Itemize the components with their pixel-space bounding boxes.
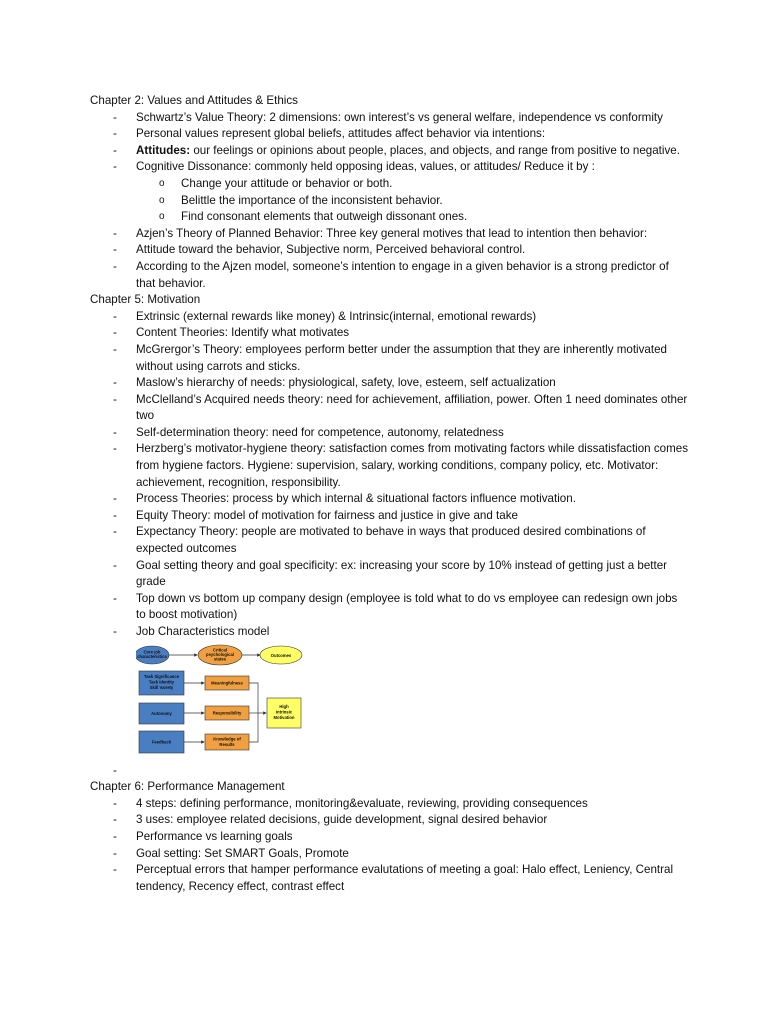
list-item: - Expectancy Theory: people are motivated to behave in ways that produced desired combinations of expected outcomes xyxy=(90,524,690,557)
document-content xyxy=(90,93,690,895)
feedback-label: Feedback xyxy=(151,739,172,745)
list-item: - Personal values represent global beliefs, attitudes affect behavior via intentions: xyxy=(90,126,690,143)
job-characteristics-diagram xyxy=(136,643,316,763)
knowledge-line2: Results xyxy=(219,741,235,747)
high-line1: High xyxy=(279,703,289,709)
list-item: - 3 uses: employee related decisions, guide development, signal desired behavior xyxy=(90,812,690,829)
list-item: - Top down vs bottom up company design (employee is told what to do vs employee can redesign own jobs to boost motivation) xyxy=(90,591,690,624)
list-item: - Perceptual errors that hamper performance evalutations of meeting a goal: Halo effect, Leniency, Central tendency, Recency effect, contrast effect xyxy=(90,862,690,895)
chapter-2-heading: Chapter 2: Values and Attitudes & Ethics xyxy=(90,94,298,107)
list-item: - McClelland’s Acquired needs theory: need for achievement, affiliation, power. Often 1 need dominates other two xyxy=(90,392,690,425)
list-item: - Performance vs learning goals xyxy=(90,829,690,846)
list-item xyxy=(90,143,690,160)
task-line3: Skill Variety xyxy=(149,684,174,690)
chapter-6-list xyxy=(90,796,690,896)
list-item-empty xyxy=(90,763,690,780)
list-item: - According to the Ajzen model, someone’s intention to engage in a given behavior is a strong predictor of that behavior. xyxy=(90,259,690,292)
list-item: - Azjen’s Theory of Planned Behavior: Three key general motives that lead to intention then behavior: xyxy=(90,226,690,243)
attitudes-term: Attitudes: xyxy=(136,143,191,157)
list-item xyxy=(90,159,690,225)
list-item: - Herzberg’s motivator-hygiene theory: satisfaction comes from motivating factors while dissatisfaction comes from hygiene factors. Hygiene: supervision, salary, working conditions, company policy, etc. Motivator: achievement, recognition, responsibility. xyxy=(90,441,690,491)
attitudes-definition: our feelings or opinions about people, places, and objects, and range from positive to negative. xyxy=(190,143,680,157)
sub-list-item: o Belittle the importance of the inconsistent behavior. xyxy=(136,193,690,210)
critical-line3: states xyxy=(213,656,227,662)
task-line2: Task Identity xyxy=(148,679,175,685)
task-line1: Task Significance xyxy=(143,673,180,679)
meaningfulness-label: Meaningfulness xyxy=(211,680,243,686)
list-item: - Extrinsic (external rewards like money) & Intrinsic(internal, emotional rewards) xyxy=(90,309,690,326)
chapter-5-heading: Chapter 5: Motivation xyxy=(90,293,201,307)
list-item: - Maslow’s hierarchy of needs: physiological, safety, love, esteem, self actualization xyxy=(90,375,690,392)
core-job-line1: Core job xyxy=(143,649,161,655)
job-characteristics-label: Job Characteristics model xyxy=(136,625,270,638)
critical-line2: psychological xyxy=(206,651,234,657)
list-item: - Schwartz’s Value Theory: 2 dimensions: own interest’s vs general welfare, independence vs conformity xyxy=(90,110,690,127)
list-item: - Self-determination theory: need for competence, autonomy, relatedness xyxy=(90,425,690,442)
sub-list-item: o Change your attitude or behavior or both. xyxy=(136,176,690,193)
cognitive-dissonance-text: Cognitive Dissonance: commonly held opposing ideas, values, or attitudes/ Reduce it by : xyxy=(136,160,595,174)
list-item: - Attitude toward the behavior, Subjective norm, Perceived behavioral control. xyxy=(90,242,690,259)
high-line3: Motivation xyxy=(273,714,295,720)
chapter-6-heading: Chapter 6: Performance Management xyxy=(90,780,285,794)
list-item: - 4 steps: defining performance, monitoring&evaluate, reviewing, providing consequences xyxy=(90,796,690,813)
dissonance-sublist xyxy=(136,176,690,226)
sub-list-item: o Find consonant elements that outweigh dissonant ones. xyxy=(136,209,690,226)
chapter-2-list xyxy=(90,110,690,293)
list-item: - McGrergor’s Theory: employees perform better under the assumption that they are inherently motivated without using carrots and sticks. xyxy=(90,342,690,375)
list-item: - Process Theories: process by which internal & situational factors influence motivation. xyxy=(90,491,690,508)
responsibility-label: Responsibility xyxy=(212,710,242,716)
list-item: - Content Theories: Identify what motivates xyxy=(90,325,690,342)
list-item: - Goal setting theory and goal specificity: ex: increasing your score by 10% instead of getting just a better grade xyxy=(90,558,690,591)
knowledge-line1: Knowledge of xyxy=(213,736,241,742)
list-item xyxy=(90,624,690,763)
autonomy-label: Autonomy xyxy=(151,710,172,716)
critical-line1: Critical xyxy=(212,647,228,653)
outcomes-label: Outcomes xyxy=(270,652,292,658)
chapter-5-list xyxy=(90,309,690,779)
list-item: - Goal setting: Set SMART Goals, Promote xyxy=(90,846,690,863)
high-line2: Intrinsic xyxy=(275,709,293,715)
core-job-line2: characteristics xyxy=(137,653,167,659)
job-characteristics-svg xyxy=(136,643,316,763)
list-item: - Equity Theory: model of motivation for fairness and justice in give and take xyxy=(90,508,690,525)
